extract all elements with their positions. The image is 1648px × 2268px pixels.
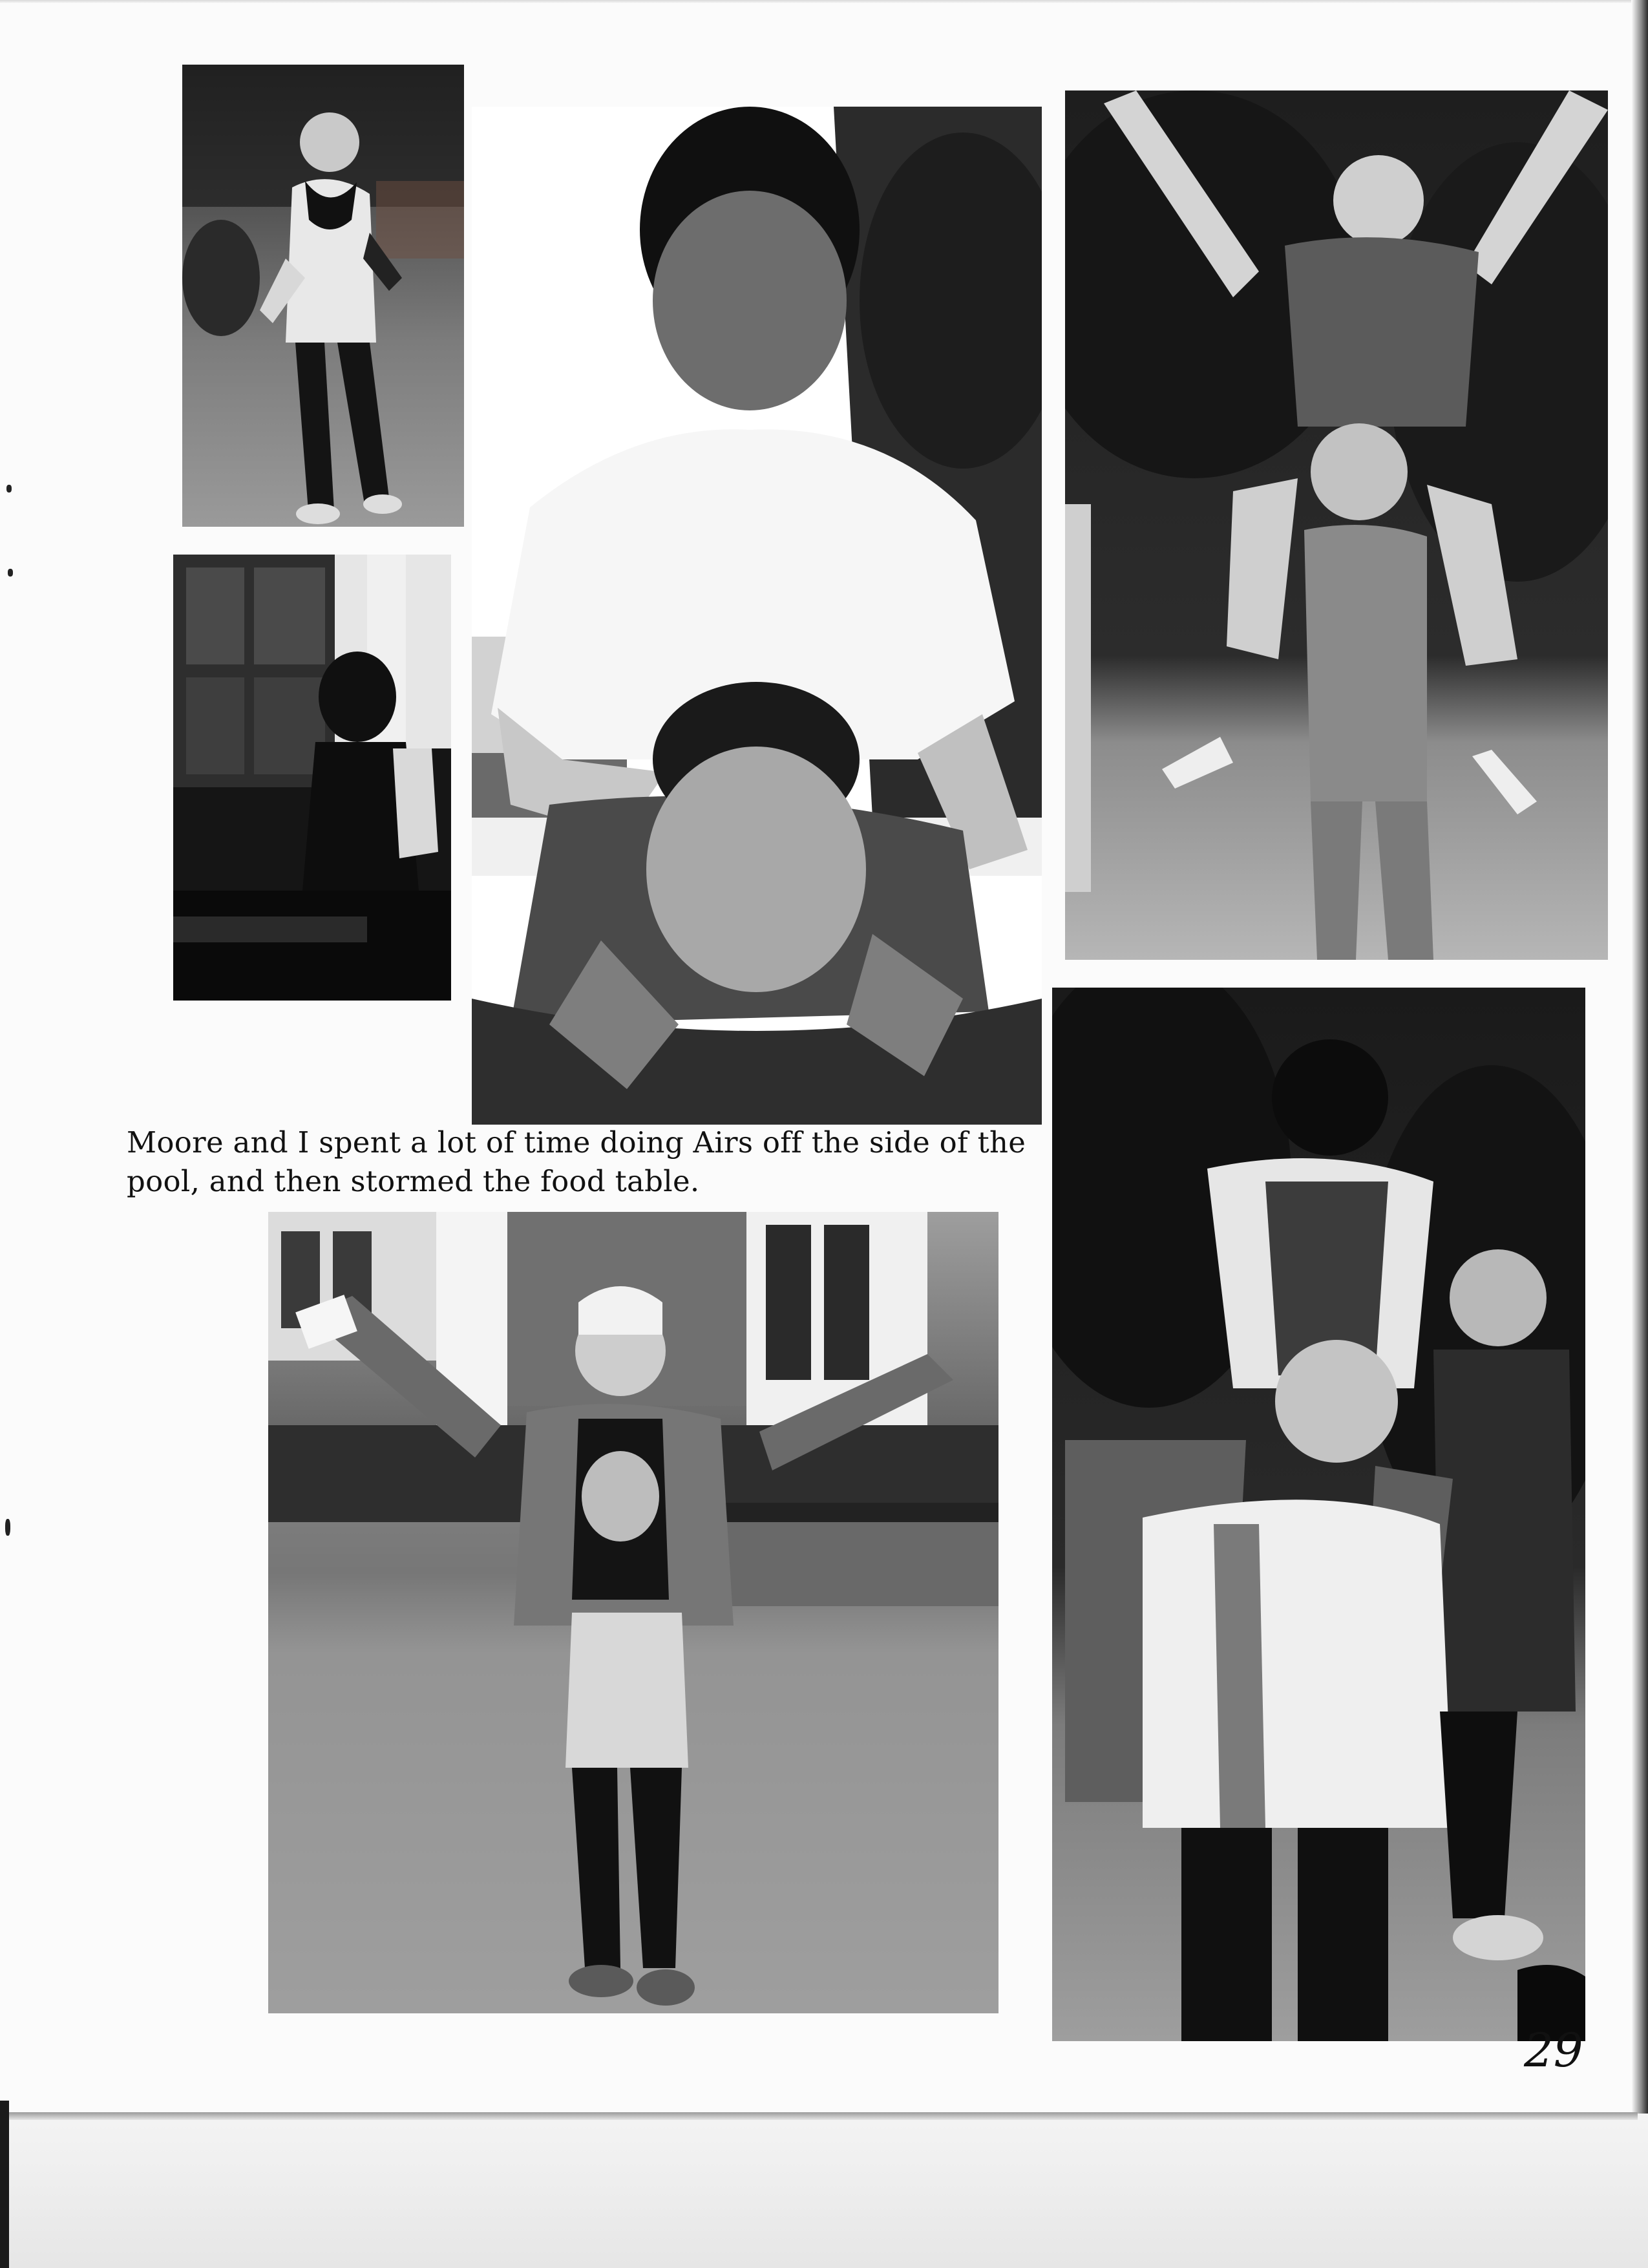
caption-line-1: Moore and I spent a lot of time doing Airs off the side of the: [127, 1125, 1026, 1160]
page-right-edge: [1631, 0, 1648, 2120]
scan-speck: [5, 1519, 10, 1536]
photo-arms-raised-on-shoulders: [1065, 90, 1608, 960]
caption-line-2: pool, and then stormed the food table.: [127, 1164, 700, 1198]
photo-dark-window-scene: [173, 555, 451, 1001]
page-number: 29: [1524, 2023, 1583, 2077]
photo-boy-running: [182, 65, 464, 527]
photo-boys-bottom-right: [1052, 988, 1585, 2041]
page-left-binding: [0, 2101, 9, 2268]
page-top-edge: [0, 0, 1648, 4]
scan-speck: [6, 485, 12, 493]
page-bottom-shadow: [9, 2112, 1638, 2120]
photo-boy-denim-jacket: [268, 1212, 998, 2013]
photo-caption: [127, 1123, 1064, 1201]
photo-boy-on-shoulders-polo: [472, 107, 1042, 1125]
scan-speck: [8, 569, 13, 577]
page-bottom-margin: [0, 2114, 1648, 2268]
